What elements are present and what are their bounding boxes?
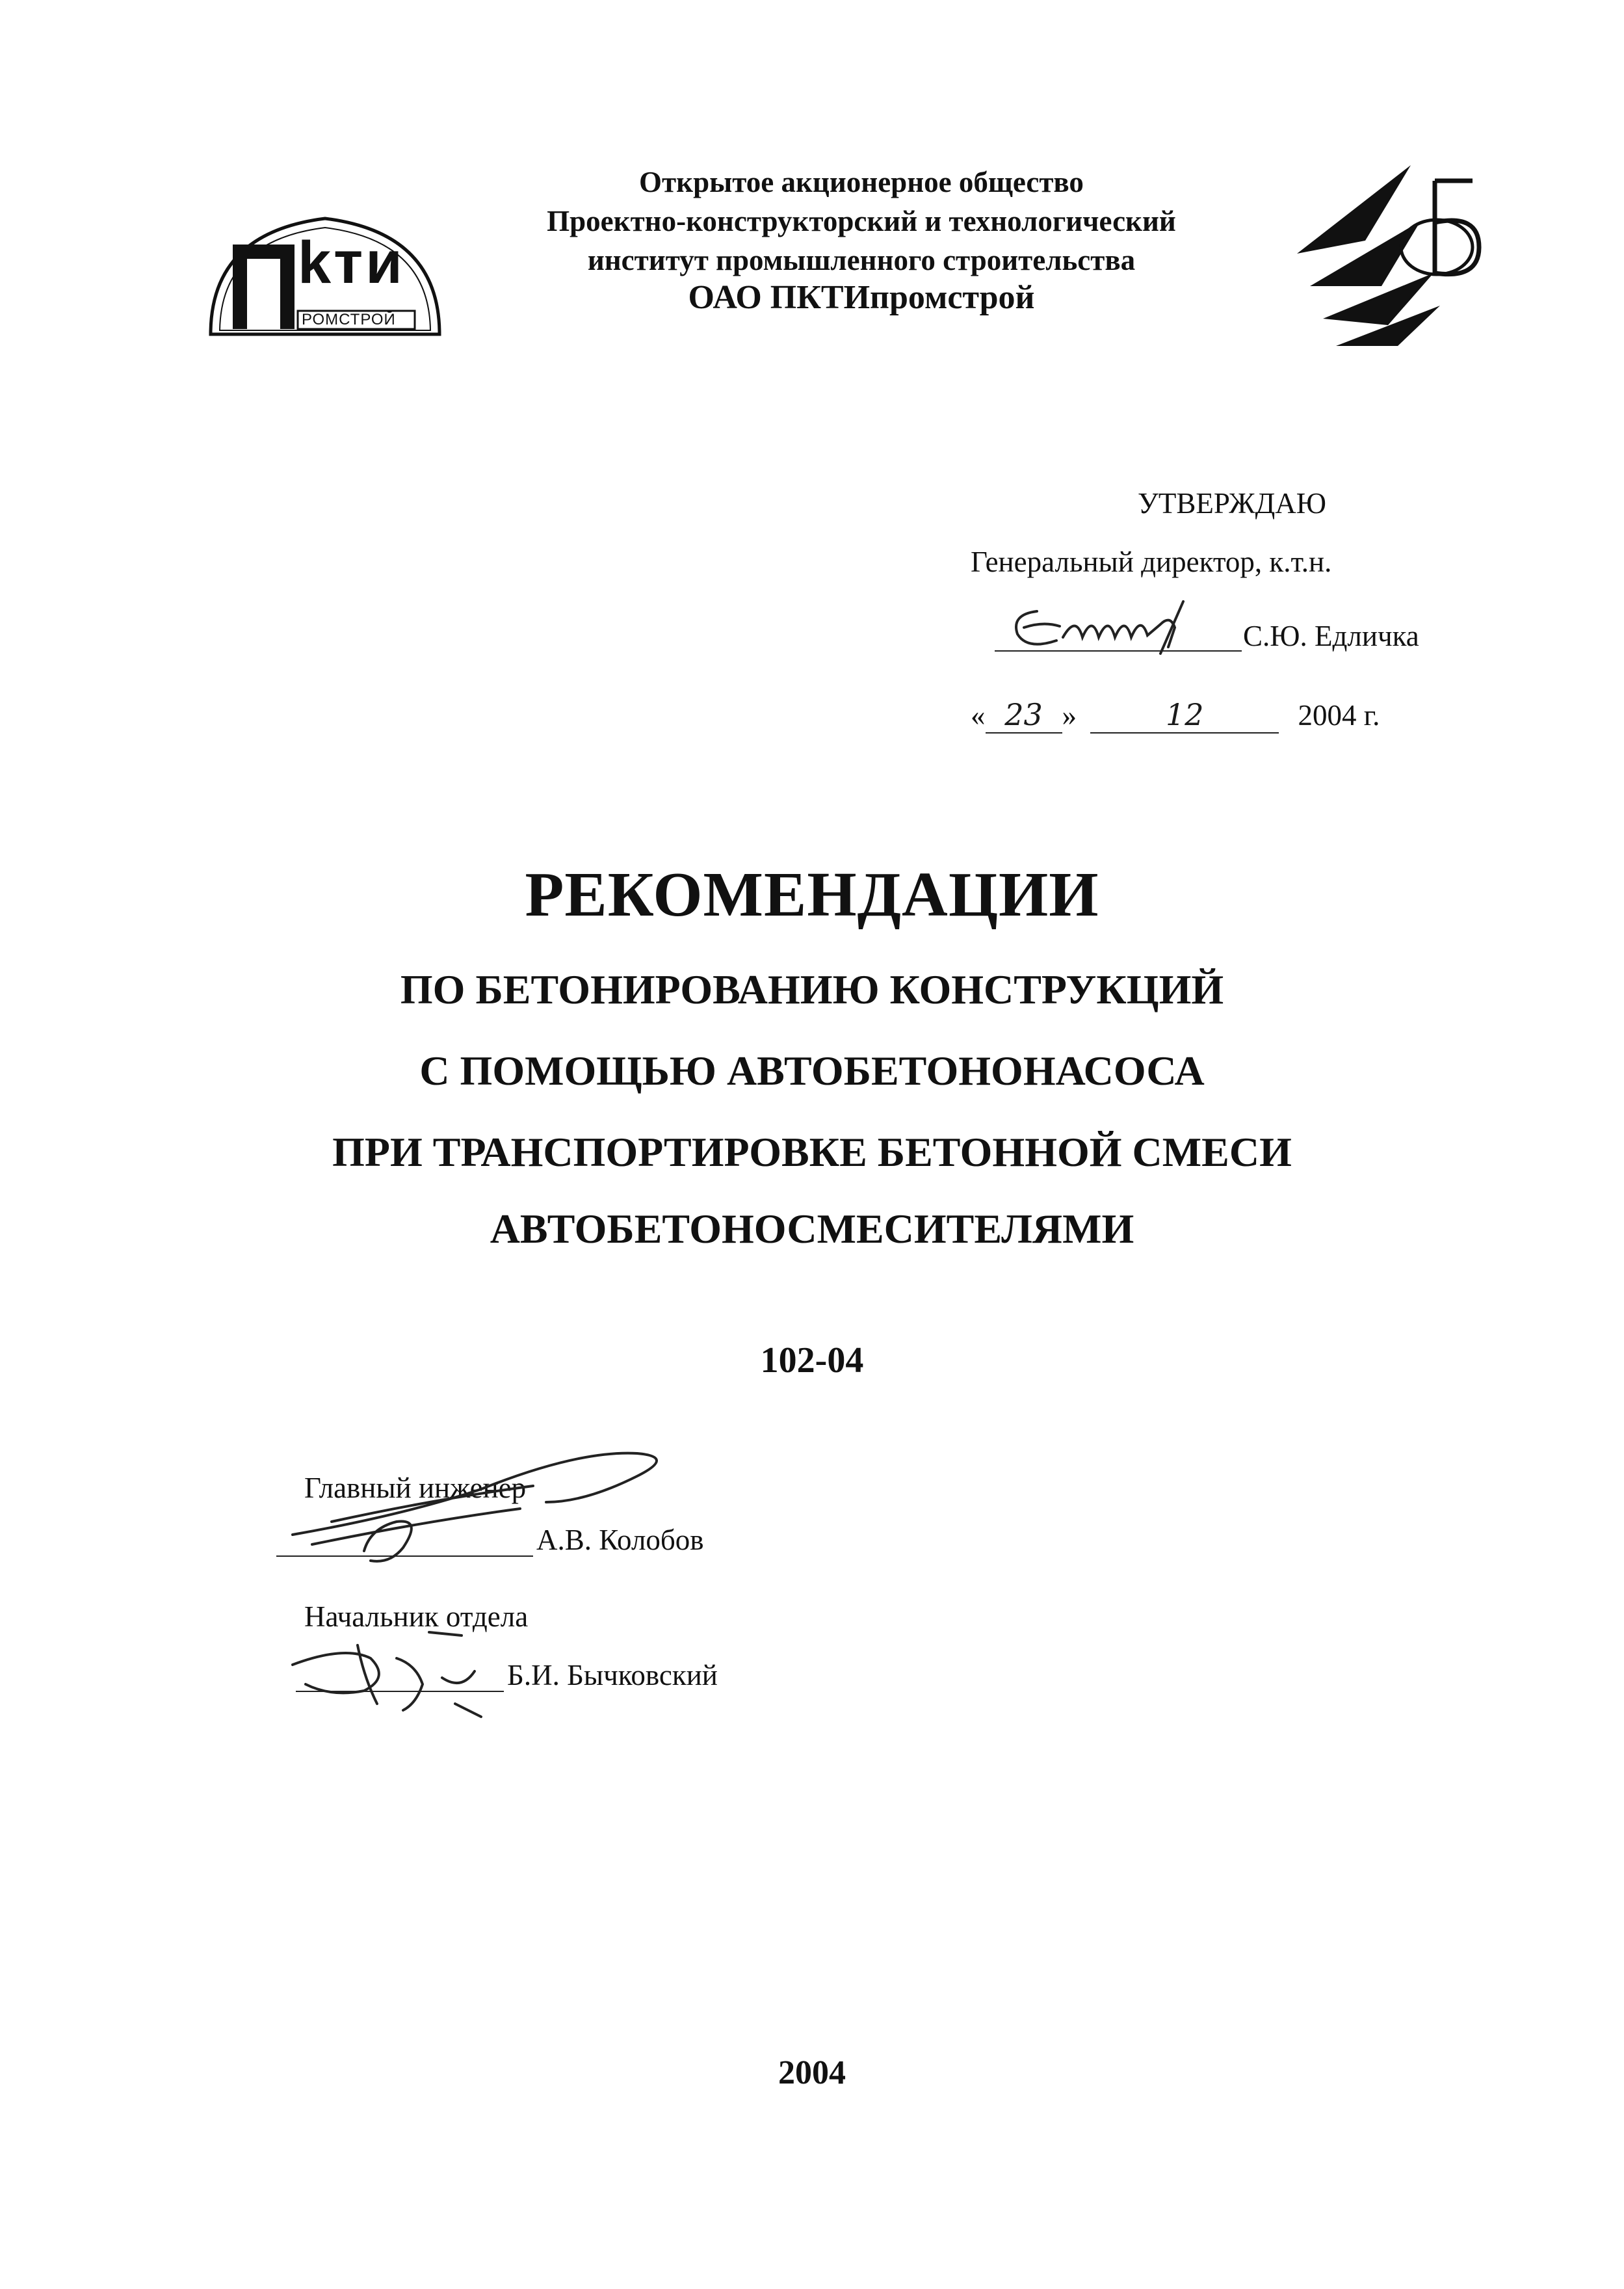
date-year: 2004 г. xyxy=(1298,699,1380,732)
pktipromstroy-logo xyxy=(207,207,444,343)
org-line-1: Открытое акционерное общество xyxy=(639,166,1084,198)
signature-name-chief-engineer: А.В. Колобов xyxy=(536,1524,704,1556)
title-line-4: АВТОБЕТОНОСМЕСИТЕЛЯМИ xyxy=(490,1206,1134,1252)
date-close-quote: » xyxy=(1062,699,1077,732)
date-month: 12 xyxy=(1090,697,1279,734)
department-head-sign-line xyxy=(296,1691,504,1692)
logo-letters-bottom: РОМСТРОЙ xyxy=(302,311,396,328)
approval-name: С.Ю. Едличка xyxy=(1243,620,1419,652)
chief-engineer-sign-line xyxy=(276,1555,533,1557)
department-head-signature xyxy=(267,1606,514,1736)
approval-position: Генеральный директор, к.т.н. xyxy=(971,546,1332,578)
signature-role-department-head: Начальник отдела xyxy=(304,1600,529,1633)
title-line-1: ПО БЕТОНИРОВАНИЮ КОНСТРУКЦИЙ xyxy=(400,966,1224,1012)
approval-date xyxy=(971,697,1380,734)
title-line-2: С ПОМОЩЬЮ АВТОБЕТОНОНАСОСА xyxy=(419,1048,1205,1094)
date-open-quote: « xyxy=(971,699,986,732)
logo-letters-top: kти xyxy=(298,230,405,296)
date-day: 23 xyxy=(986,697,1062,734)
document-title: РЕКОМЕНДАЦИИ xyxy=(525,860,1099,930)
org-line-2: Проектно-конструкторский и технологический xyxy=(547,205,1176,237)
director-signature xyxy=(998,589,1258,657)
title-line-3: ПРИ ТРАНСПОРТИРОВКЕ БЕТОННОЙ СМЕСИ xyxy=(332,1129,1292,1175)
signature-role-chief-engineer: Главный инженер xyxy=(304,1472,527,1504)
document-code: 102-04 xyxy=(760,1340,864,1381)
org-short-name: ОАО ПКТИпромстрой xyxy=(688,279,1035,316)
signature-name-department-head: Б.И. Бычковский xyxy=(507,1659,718,1691)
org-line-3: институт промышленного строительства xyxy=(587,244,1136,276)
eb-emblem-logo xyxy=(1284,163,1486,348)
director-sign-line xyxy=(995,650,1242,652)
approval-heading: УТВЕРЖДАЮ xyxy=(1138,487,1327,520)
publication-year: 2004 xyxy=(778,2054,846,2091)
